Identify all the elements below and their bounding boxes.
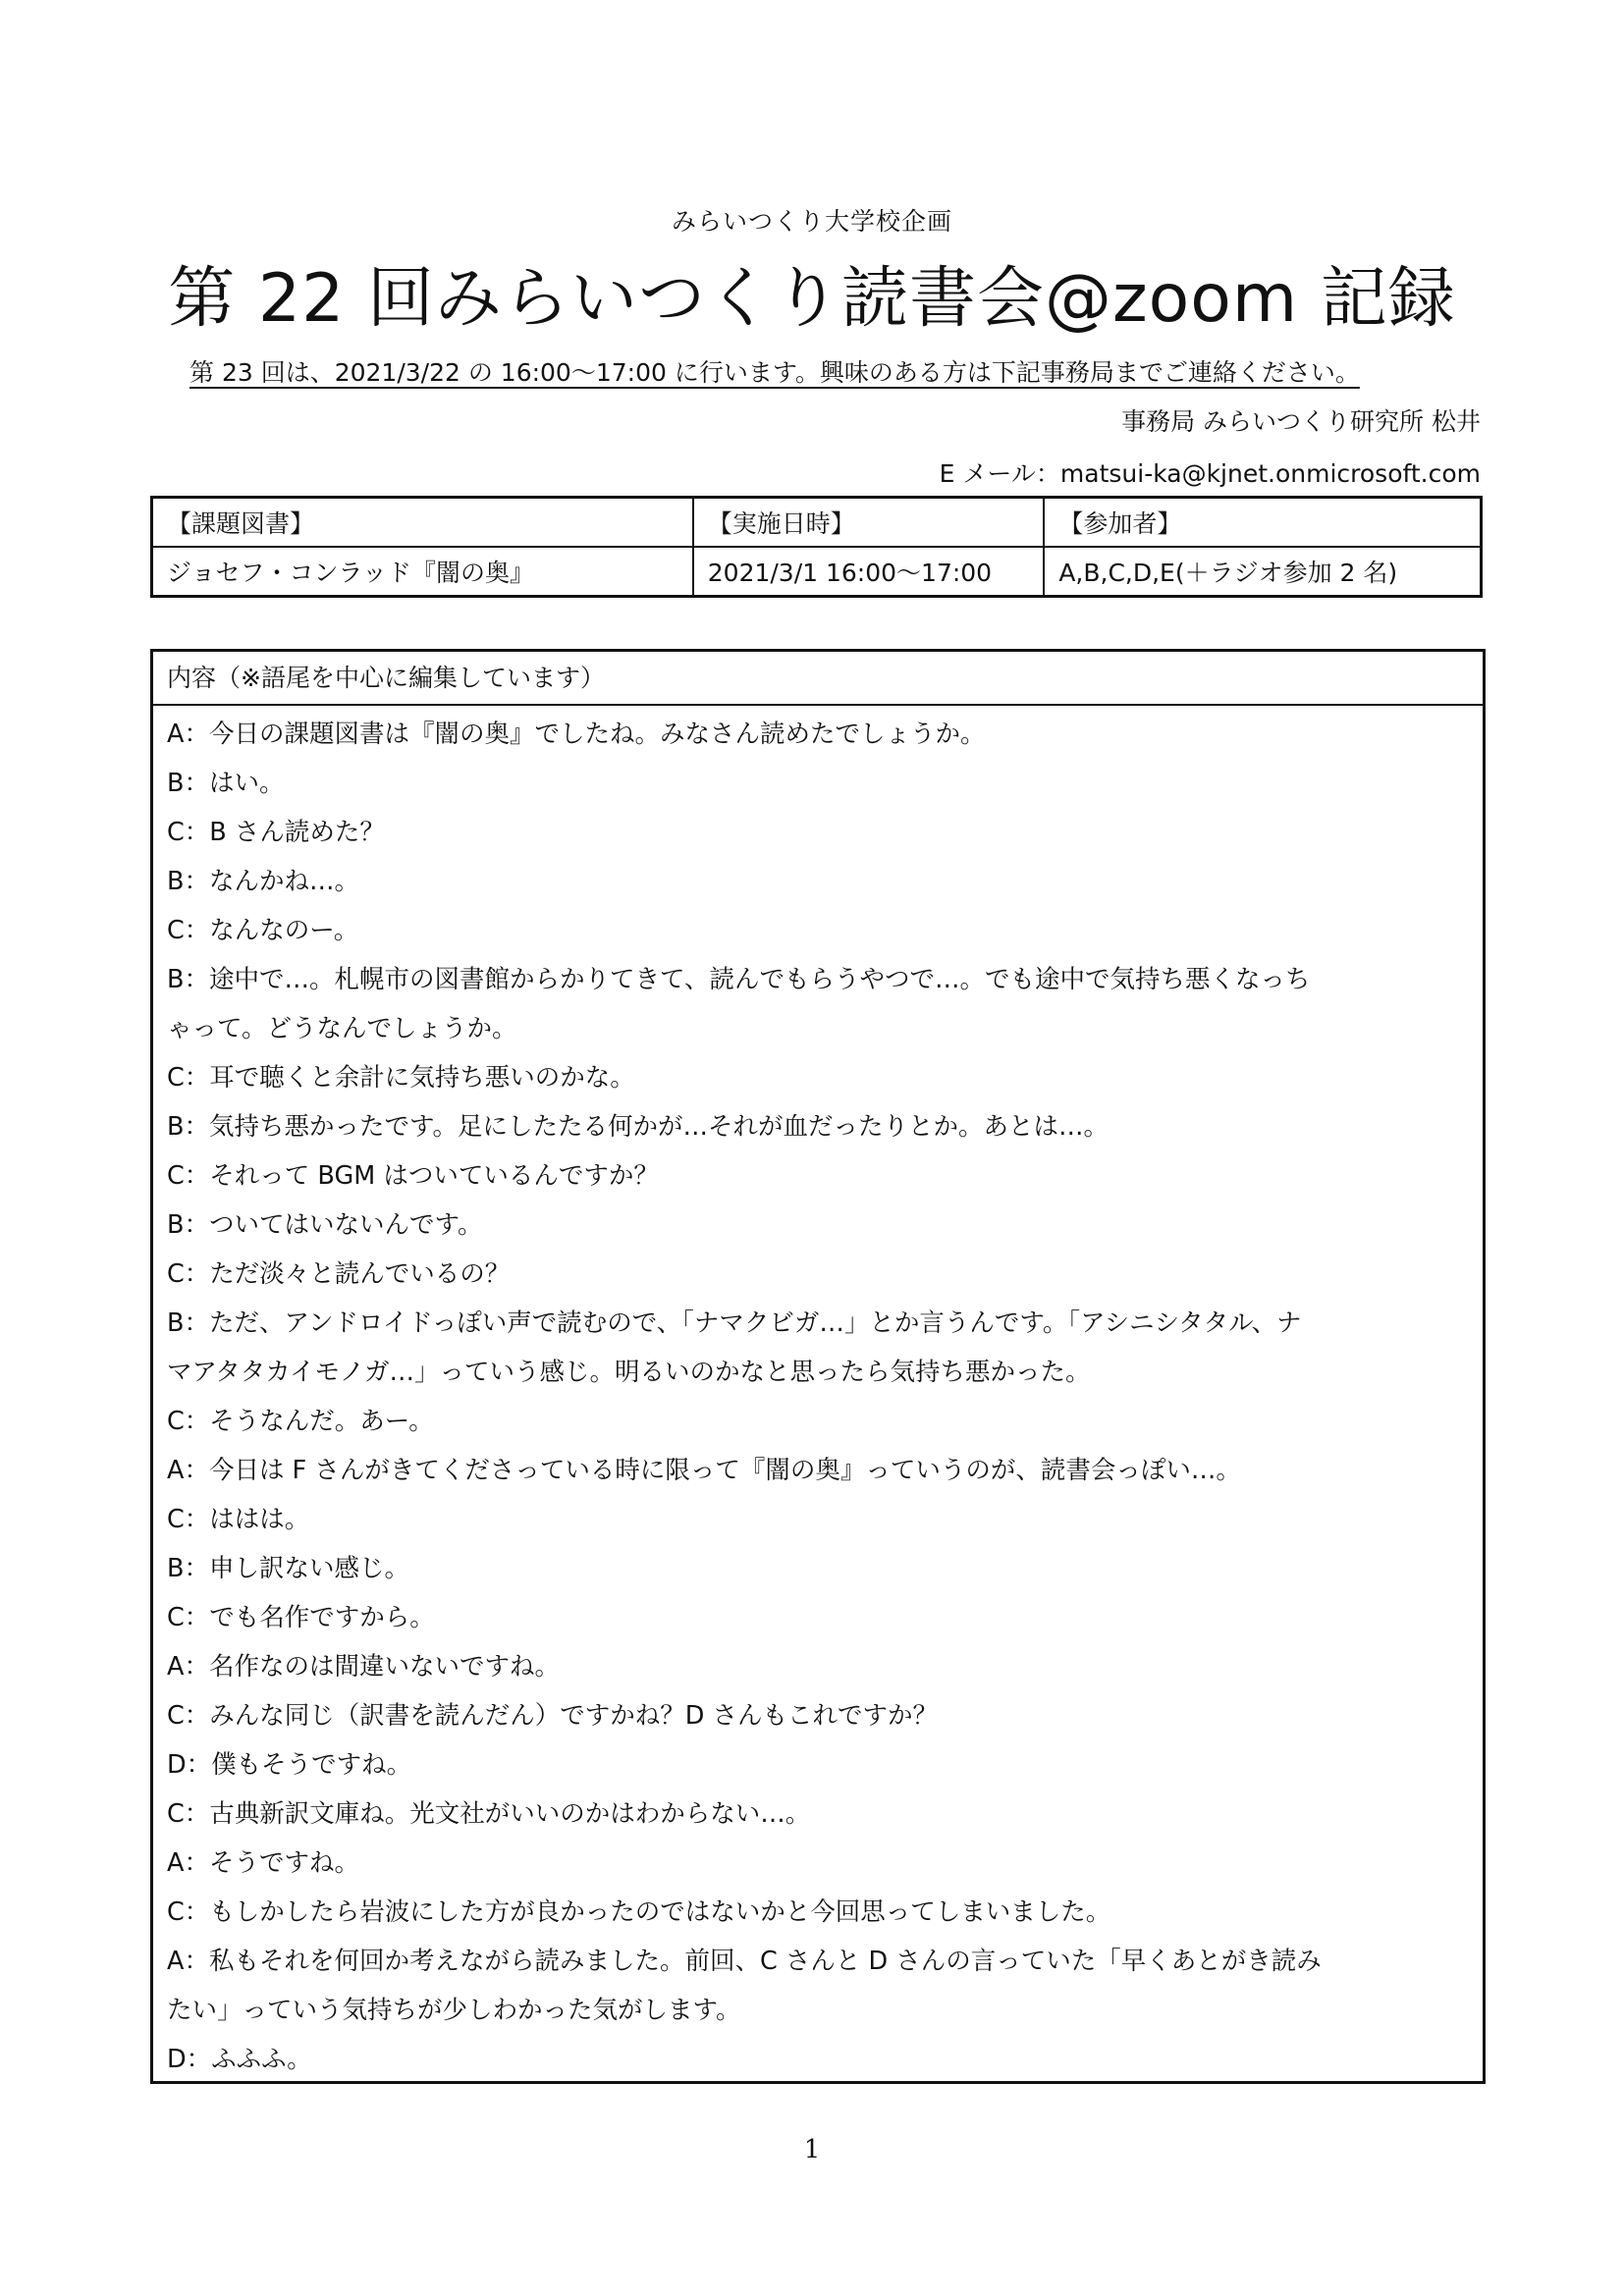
date-header-cell: 【実施日時】 [693,498,1045,548]
info-table-value-row [152,547,1482,597]
transcript-line: A：名作なのは間違いないですね。 [167,1652,560,1682]
participants-header-cell: 【参加者】 [1044,498,1481,548]
transcript-line: B：途中で…。札幌市の図書館からかりてきて、読んでもらうやつで…。でも途中で気持ち悪くなっち [167,965,1311,994]
content-box [150,649,1486,2084]
transcript-line: マアタタカイモノガ…」っていう感じ。明るいのかなと思ったら気持ち悪かった。 [167,1358,1091,1387]
transcript [153,706,1483,2084]
transcript-line: C：古典新訳文庫ね。光文社がいいのかはわからない…。 [167,1799,811,1829]
transcript-line: C：ただ淡々と読んでいるの？ [167,1259,511,1289]
transcript-line: C：それって BGM はついているんですか？ [167,1161,659,1191]
transcript-line: C：もしかしたら岩波にした方が良かったのではないかと今回思ってしまいました。 [167,1897,1111,1927]
document-title: 第 22 回みらいつくり読書会@zoom 記録 [168,260,1456,338]
transcript-line: D：ふふふ。 [167,2045,312,2074]
transcript-line: A：今日は F さんがきてくださっている時に限って『闇の奥』っていうのが、読書会っぽい…。 [167,1456,1241,1485]
office-contact: 事務局 みらいつくり研究所 松井 [1121,407,1481,436]
transcript-line: B：ついてはいないんです。 [167,1210,483,1240]
transcript-line: C：B さん読めた？ [167,818,385,847]
next-session-notice: 第 23 回は、2021/3/22 の 16:00～17:00 に行います。興味のある方は下記事務局までご連絡ください。 [189,358,1360,387]
transcript-line: C：なんなのー。 [167,916,359,945]
organizer-label: みらいつくり大学校企画 [671,207,952,236]
content-header: 内容（※語尾を中心に編集しています） [153,652,1483,706]
transcript-line: D：僕もそうですね。 [167,1750,412,1780]
transcript-line: ゃって。どうなんでしょうか。 [167,1014,517,1043]
transcript-line: B：なんかね…。 [167,867,359,896]
transcript-line: B：気持ち悪かったです。足にしたたる何かが…それが血だったりとか。あとは…。 [167,1112,1109,1142]
info-table-header-row [152,498,1482,548]
page-number: 1 [803,2135,821,2164]
email-contact: E メール：matsui-ka@kjnet.onmicrosoft.com [939,459,1481,488]
transcript-line: A：そうですね。 [167,1848,359,1878]
transcript-line: A：私もそれを何回か考えながら読みました。前回、C さんと D さんの言っていた「早くあとがき読み [167,1947,1322,1976]
transcript-line: C：みんな同じ（訳書を読んだん）ですかね？D さんもこれですか？ [167,1701,939,1731]
transcript-line: B：申し訳ない感じ。 [167,1554,409,1583]
book-value-cell: ジョセフ・コンラッド『闇の奥』 [152,547,693,597]
transcript-line: A：今日の課題図書は『闇の奥』でしたね。みなさん読めたでしょうか。 [167,720,986,749]
transcript-line: たい」っていう気持ちが少しわかった気がします。 [167,1996,741,2025]
transcript-line: C：ははは。 [167,1505,310,1534]
transcript-line: C：そうなんだ。あー。 [167,1407,434,1436]
participants-value-cell: A,B,C,D,E(＋ラジオ参加 2 名) [1044,547,1481,597]
transcript-line: B：はい。 [167,769,285,798]
book-header-cell: 【課題図書】 [152,498,693,548]
date-value-cell: 2021/3/1 16:00～17:00 [693,547,1045,597]
info-table [150,496,1483,598]
transcript-line: B：ただ、アンドロイドっぽい声で読むので、「ナマクビガ…」とか言うんです。「アシニシタタル、ナ [167,1308,1302,1338]
transcript-line: C：でも名作ですから。 [167,1603,435,1632]
transcript-line: C：耳で聴くと余計に気持ち悪いのかな。 [167,1063,635,1093]
